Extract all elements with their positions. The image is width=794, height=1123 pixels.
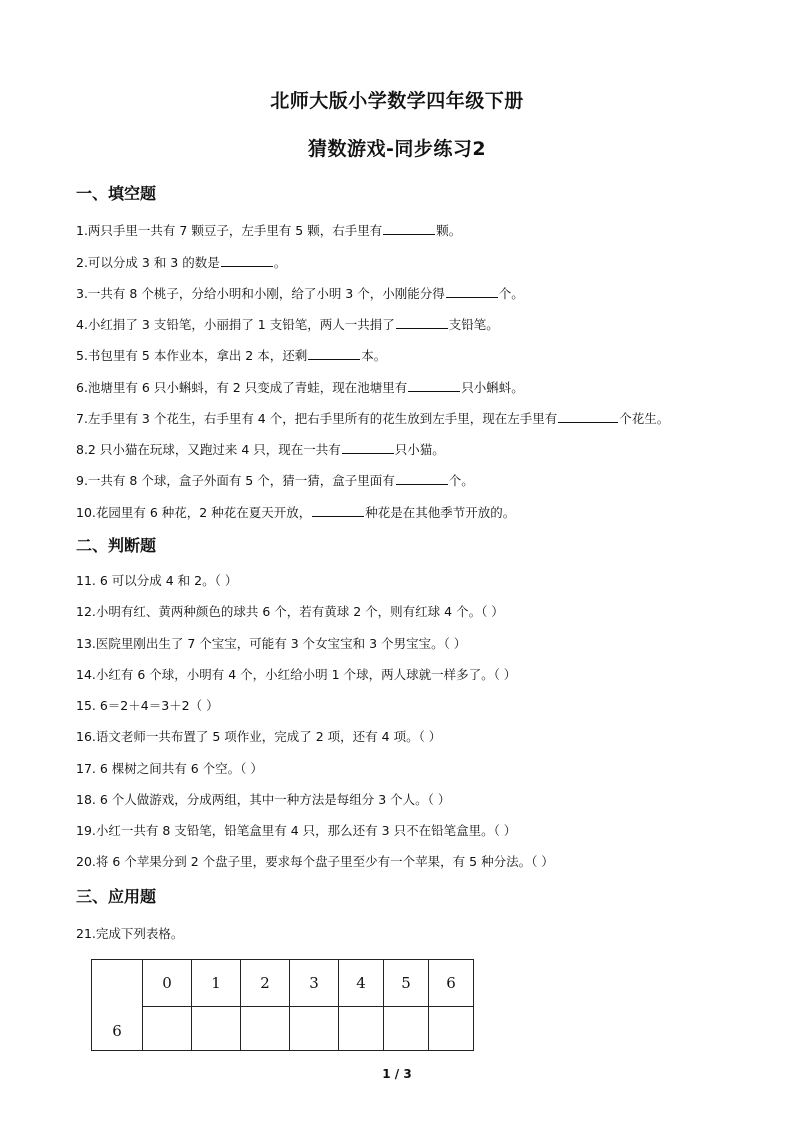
question-15: 15. 6＝2＋4＝3＋2（ ）	[76, 698, 219, 713]
answer-blank[interactable]	[396, 316, 448, 329]
table-header-cell: 6	[429, 960, 474, 1007]
answer-blank[interactable]	[446, 285, 498, 298]
question-11: 11. 6 可以分成 4 和 2。（ ）	[76, 573, 238, 588]
question-13: 13.医院里刚出生了 7 个宝宝，可能有 3 个女宝宝和 3 个男宝宝。（ ）	[76, 636, 467, 651]
answer-blank[interactable]	[342, 441, 394, 454]
question-6: 6.池塘里有 6 只小蝌蚪，有 2 只变成了青蛙，现在池塘里有 只小蝌蚪。	[76, 380, 524, 395]
question-3: 3.一共有 8 个桃子，分给小明和小刚，给了小明 3 个，小刚能分得 个。	[76, 286, 524, 301]
question-7: 7.左手里有 3 个花生，右手里有 4 个，把右手里所有的花生放到左手里，现在左手里有 个花生。	[76, 411, 670, 426]
page-number: 1 / 3	[382, 1067, 412, 1081]
table-header-cell: 2	[241, 960, 290, 1007]
table-answer-cell[interactable]	[143, 1006, 192, 1050]
table-header-cell: 0	[143, 960, 192, 1007]
question-14: 14.小红有 6 个球，小明有 4 个，小红给小明 1 个球，两人球就一样多了。（ ）	[76, 667, 517, 682]
question-16: 16.语文老师一共布置了 5 项作业，完成了 2 项，还有 4 项。（ ）	[76, 729, 442, 744]
question-21: 21.完成下列表格。	[76, 926, 184, 941]
table-answer-cell[interactable]	[192, 1006, 241, 1050]
question-10: 10.花园里有 6 种花，2 种花在夏天开放， 种花是在其他季节开放的。	[76, 505, 516, 520]
document-subtitle: 猜数游戏-同步练习2	[307, 138, 487, 160]
question-5: 5.书包里有 5 本作业本，拿出 2 本，还剩 本。	[76, 348, 387, 363]
table-row-label: 6	[92, 960, 143, 1051]
section-heading-fill: 一、填空题	[76, 184, 157, 203]
question-9: 9.一共有 8 个球，盒子外面有 5 个，猜一猜，盒子里面有 个。	[76, 473, 474, 488]
section-heading-apply: 三、应用题	[76, 887, 157, 906]
question-12: 12.小明有红、黄两种颜色的球共 6 个，若有黄球 2 个，则有红球 4 个。（ ）	[76, 604, 504, 619]
table-header-cell: 4	[339, 960, 384, 1007]
table-answer-cell[interactable]	[429, 1006, 474, 1050]
table-header-cell: 1	[192, 960, 241, 1007]
table-answer-cell[interactable]	[241, 1006, 290, 1050]
question-18: 18. 6 个人做游戏，分成两组，其中一种方法是每组分 3 个人。（ ）	[76, 792, 451, 807]
question-19: 19.小红一共有 8 支铅笔，铅笔盒里有 4 只，那么还有 3 只不在铅笔盒里。（ ）	[76, 823, 517, 838]
table-answer-cell[interactable]	[339, 1006, 384, 1050]
answer-blank[interactable]	[396, 472, 448, 485]
table-answer-cell[interactable]	[384, 1006, 429, 1050]
section-heading-judge: 二、判断题	[76, 536, 157, 555]
question-2: 2.可以分成 3 和 3 的数是 。	[76, 255, 287, 270]
table-header-cell: 5	[384, 960, 429, 1007]
answer-blank[interactable]	[558, 410, 618, 423]
answer-blank[interactable]	[308, 347, 360, 360]
answer-blank[interactable]	[221, 254, 273, 267]
number-split-table	[91, 959, 474, 1051]
question-8: 8.2 只小猫在玩球，又跑过来 4 只，现在一共有 只小猫。	[76, 442, 445, 457]
question-1: 1.两只手里一共有 7 颗豆子，左手里有 5 颗，右手里有 颗。	[76, 223, 462, 238]
question-20: 20.将 6 个苹果分到 2 个盘子里，要求每个盘子里至少有一个苹果，有 5 种分法。（ ）	[76, 854, 554, 869]
document-title: 北师大版小学数学四年级下册	[270, 90, 524, 112]
table-header-cell: 3	[290, 960, 339, 1007]
table-answer-cell[interactable]	[290, 1006, 339, 1050]
answer-blank[interactable]	[312, 504, 364, 517]
question-4: 4.小红捐了 3 支铅笔，小丽捐了 1 支铅笔，两人一共捐了 支铅笔。	[76, 317, 499, 332]
answer-blank[interactable]	[408, 379, 460, 392]
question-17: 17. 6 棵树之间共有 6 个空。（ ）	[76, 761, 263, 776]
answer-blank[interactable]	[383, 222, 435, 235]
